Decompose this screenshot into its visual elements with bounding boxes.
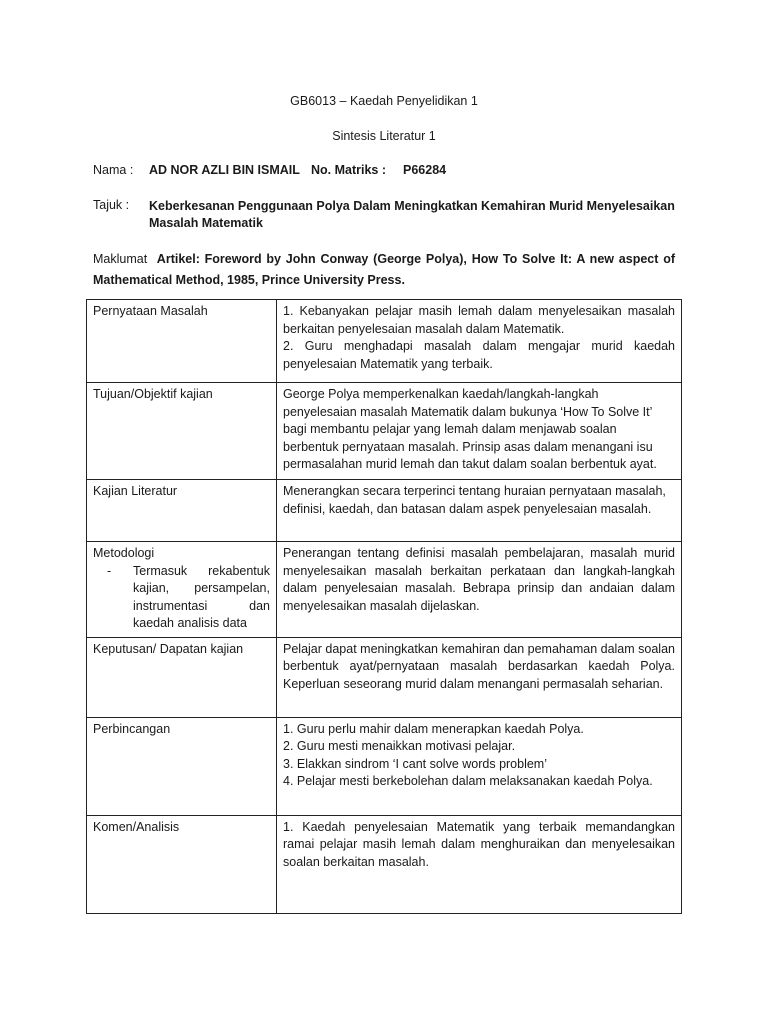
article-text: Artikel: Foreword by John Conway (George Polya), How To Solve It: A new aspect of Mathematical Method, 1985, Prince University Press. (93, 252, 675, 287)
methodology-sublist (93, 563, 270, 633)
row-content-discussion (277, 717, 682, 815)
list-item: 1. Kebanyakan pelajar masih lemah dalam menyelesaikan masalah berkaitan penyelesaian masalah dalam Matematik. (283, 304, 675, 336)
table-row (87, 542, 682, 638)
table-row (87, 300, 682, 383)
row-label-objective: Tujuan/Objektif kajian (87, 383, 277, 480)
table-row (87, 815, 682, 913)
matric-label: No. Matriks : (311, 163, 387, 177)
list-item: 1. Guru perlu mahir dalam menerapkan kaedah Polya. (283, 721, 584, 736)
table-row (87, 717, 682, 815)
row-label-problem-statement: Pernyataan Masalah (87, 300, 277, 383)
article-label: Maklumat (93, 252, 148, 266)
document-subtitle: Sintesis Literatur 1 (332, 129, 436, 143)
row-content-comment: 1. Kaedah penyelesaian Matematik yang terbaik memandangkan ramai pelajar masih lemah dalam menghuraikan dan menyelesaikan soalan berkaitan masalah. (277, 815, 682, 913)
row-content-findings: Pelajar dapat meningkatkan kemahiran dan pemahaman dalam soalan berbentuk ayat/pernyataan masalah berdasarkan kaedah Polya. Keperluan seseorang murid dalam menangani permasalah seharian. (277, 637, 682, 717)
list-item: - Termasuk rekabentuk kajian, persampelan, instrumentasi dan kaedah analisis data (93, 563, 270, 633)
table-row (87, 383, 682, 480)
table-row (87, 480, 682, 542)
list-item: 3. Elakkan sindrom ‘I cant solve words problem’ (283, 756, 548, 771)
name-label: Nama : (93, 163, 134, 177)
list-item: 2. Guru mesti menaikkan motivasi pelajar. (283, 739, 516, 753)
article-info (93, 249, 675, 291)
matric-number: P66284 (403, 163, 447, 177)
row-label-findings: Keputusan/ Dapatan kajian (87, 637, 277, 717)
topic-label: Tajuk : (93, 198, 130, 212)
list-item: 4. Pelajar mesti berkebolehan dalam melaksanakan kaedah Polya. (283, 774, 653, 788)
topic-text: Keberkesanan Penggunaan Polya Dalam Meningkatkan Kemahiran Murid Menyelesaikan Masalah Matematik (149, 199, 675, 230)
row-label-comment: Komen/Analisis (87, 815, 277, 913)
synthesis-table (86, 299, 682, 914)
table-row (87, 637, 682, 717)
row-content-literature-review: Menerangkan secara terperinci tentang huraian pernyataan masalah, definisi, kaedah, dan batasan dalam aspek penyelesaian masalah. (277, 480, 682, 542)
methodology-title: Metodologi (93, 546, 155, 560)
course-title: GB6013 – Kaedah Penyelidikan 1 (290, 94, 478, 108)
student-name: AD NOR AZLI BIN ISMAIL (149, 163, 300, 177)
row-label-literature-review: Kajian Literatur (87, 480, 277, 542)
list-item: 2. Guru menghadapi masalah dalam mengajar murid kaedah penyelesaian Matematik yang terbaik. (283, 339, 675, 371)
row-label-discussion: Perbincangan (87, 717, 277, 815)
row-content-objective: George Polya memperkenalkan kaedah/langkah-langkah penyelesaian masalah Matematik dalam bukunya ‘How To Solve It’ bagi membantu pelajar yang lemah dalam menjawab soalan berbentuk pernyataan masalah. Prinsip asas dalam menangani isu permasalahan murid lemah dan takut dalam soalan berbentuk ayat. (277, 383, 682, 480)
row-content-methodology: Penerangan tentang definisi masalah pembelajaran, masalah murid menyelesaikan masalah berkaitan perkataan dan langkah-langkah dalam penyelesaian masalah. Bebrapa prinsip dan andaian dalam menyelesaikan masalah dijelaskan. (277, 542, 682, 638)
row-content-problem-statement (277, 300, 682, 383)
row-label-methodology (87, 542, 277, 638)
